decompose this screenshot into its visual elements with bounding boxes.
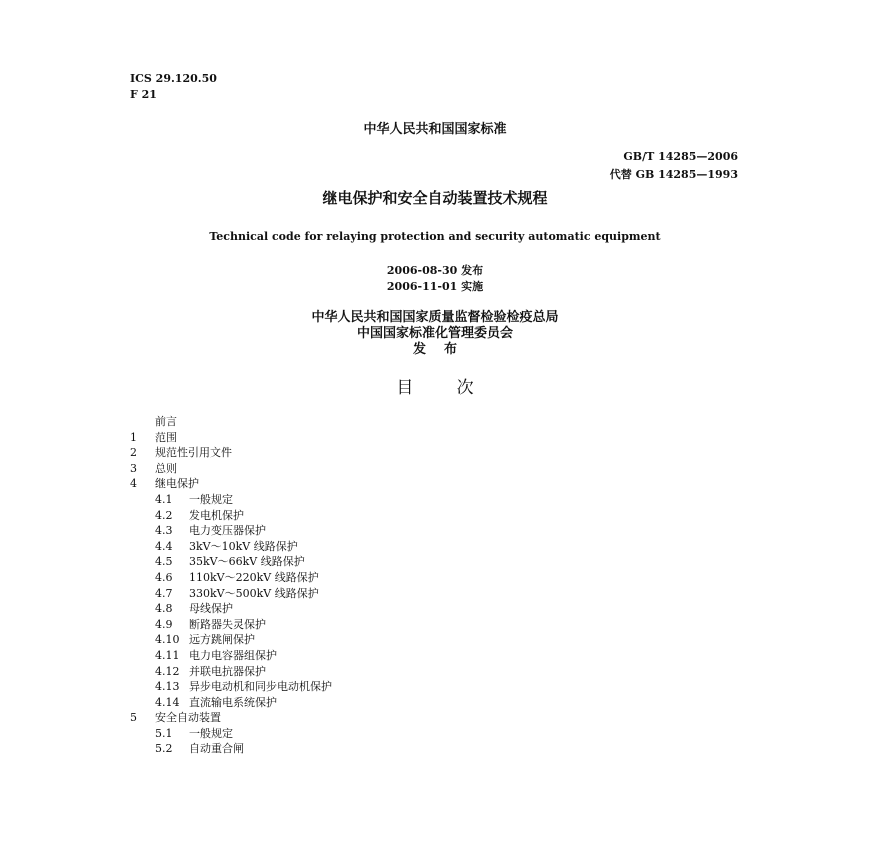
document-title: 继电保护和安全自动装置技术规程 <box>322 189 548 207</box>
toc-entry-label: 继电保护 <box>155 477 199 491</box>
toc-entry-label: 总则 <box>155 461 177 475</box>
issuer-line-2: 中国国家标准化管理委员会 <box>356 326 513 341</box>
toc-entry[interactable] <box>130 414 332 430</box>
toc-entry-number: 2 <box>130 446 137 460</box>
toc-entry-label: 110kV～220kV 线路保护 <box>189 570 319 584</box>
toc-entry-label: 规范性引用文件 <box>155 446 232 460</box>
standard-body: 中华人民共和国国家标准 <box>363 122 507 137</box>
toc-entry-label: 范围 <box>155 430 177 444</box>
toc-entry[interactable] <box>130 679 332 695</box>
toc-entry-number: 5.1 <box>155 726 173 740</box>
ics-code: ICS 29.120.50 <box>130 72 217 85</box>
toc-entry-label: 母线保护 <box>189 602 233 616</box>
toc-entry-number: 5.2 <box>155 742 173 756</box>
toc-entry-label: 电力电容器组保护 <box>189 648 277 662</box>
toc-entry-label: 一般规定 <box>189 492 233 506</box>
toc-entry-number: 4.14 <box>155 695 180 709</box>
toc-entry-label: 3kV～10kV 线路保护 <box>189 539 298 553</box>
toc-entry[interactable] <box>130 523 332 539</box>
toc-entry-label: 前言 <box>155 415 177 428</box>
toc-entry-label: 电力变压器保护 <box>189 524 266 538</box>
toc-entry-number: 4.8 <box>155 602 173 616</box>
toc-entry-number: 4.12 <box>155 664 180 678</box>
toc-entry[interactable] <box>130 710 332 726</box>
issuer-line-1: 中华人民共和国国家质量监督检验检疫总局 <box>311 310 559 325</box>
toc-entry[interactable] <box>130 617 332 633</box>
toc-entry-number: 4.2 <box>155 508 173 522</box>
toc-entry[interactable] <box>130 632 332 648</box>
toc-entry-number: 4.11 <box>155 648 180 662</box>
toc-entry[interactable] <box>130 570 332 586</box>
issuer-line-3: 发 布 <box>412 342 458 357</box>
toc-entry-number: 4.1 <box>155 492 173 506</box>
standard-number: GB/T 14285—2006 <box>623 150 738 163</box>
toc-entry-label: 发电机保护 <box>189 508 244 522</box>
toc-entry-label: 35kV～66kV 线路保护 <box>189 555 305 569</box>
implement-date: 2006-11-01 实施 <box>386 280 484 293</box>
toc-entry-number: 4.3 <box>155 524 173 538</box>
document-title-en: Technical code for relaying protection and security automatic equipment <box>209 230 661 243</box>
toc-entry-number: 4.6 <box>155 570 173 584</box>
toc-entry-label: 断路器失灵保护 <box>189 617 266 631</box>
toc-entry-number: 4.4 <box>155 539 173 553</box>
replaces-standard: 代替 GB 14285—1993 <box>609 168 738 181</box>
toc-entry-number: 5 <box>130 711 137 725</box>
toc-entry[interactable] <box>130 430 332 446</box>
toc-entry[interactable] <box>130 741 332 757</box>
ccs-code: F 21 <box>130 88 157 101</box>
toc-entry[interactable] <box>130 601 332 617</box>
toc-entry[interactable] <box>130 508 332 524</box>
toc-entry-label: 自动重合闸 <box>189 742 244 756</box>
toc-entry[interactable] <box>130 492 332 508</box>
toc-entry[interactable] <box>130 648 332 664</box>
toc-entry-number: 4.7 <box>155 586 173 600</box>
toc-entry[interactable] <box>130 664 332 680</box>
toc-entry[interactable] <box>130 554 332 570</box>
toc-heading: 目 次 <box>396 378 474 398</box>
toc-entry-number: 3 <box>130 461 137 475</box>
toc-entry-label: 一般规定 <box>189 726 233 740</box>
toc-entry-label: 异步电动机和同步电动机保护 <box>189 680 332 694</box>
toc-entry-number: 4.5 <box>155 555 173 569</box>
toc-entry-label: 远方跳闸保护 <box>189 633 255 647</box>
toc-entry-label: 直流输电系统保护 <box>189 695 277 709</box>
toc-entry[interactable] <box>130 445 332 461</box>
toc-entry[interactable] <box>130 461 332 477</box>
issue-date: 2006-08-30 发布 <box>386 264 484 277</box>
toc-entry[interactable] <box>130 726 332 742</box>
toc-entry[interactable] <box>130 695 332 711</box>
toc-entry[interactable] <box>130 586 332 602</box>
toc-entry-number: 4.10 <box>155 633 180 647</box>
toc-entry-label: 并联电抗器保护 <box>189 664 266 678</box>
table-of-contents <box>130 414 332 757</box>
toc-entry-label: 330kV～500kV 线路保护 <box>189 586 319 600</box>
toc-entry[interactable] <box>130 539 332 555</box>
toc-entry-label: 安全自动装置 <box>155 711 221 725</box>
toc-entry-number: 4 <box>130 477 137 491</box>
toc-entry[interactable] <box>130 476 332 492</box>
toc-entry-number: 4.9 <box>155 617 173 631</box>
toc-entry-number: 4.13 <box>155 680 180 694</box>
toc-entry-number: 1 <box>130 430 137 444</box>
